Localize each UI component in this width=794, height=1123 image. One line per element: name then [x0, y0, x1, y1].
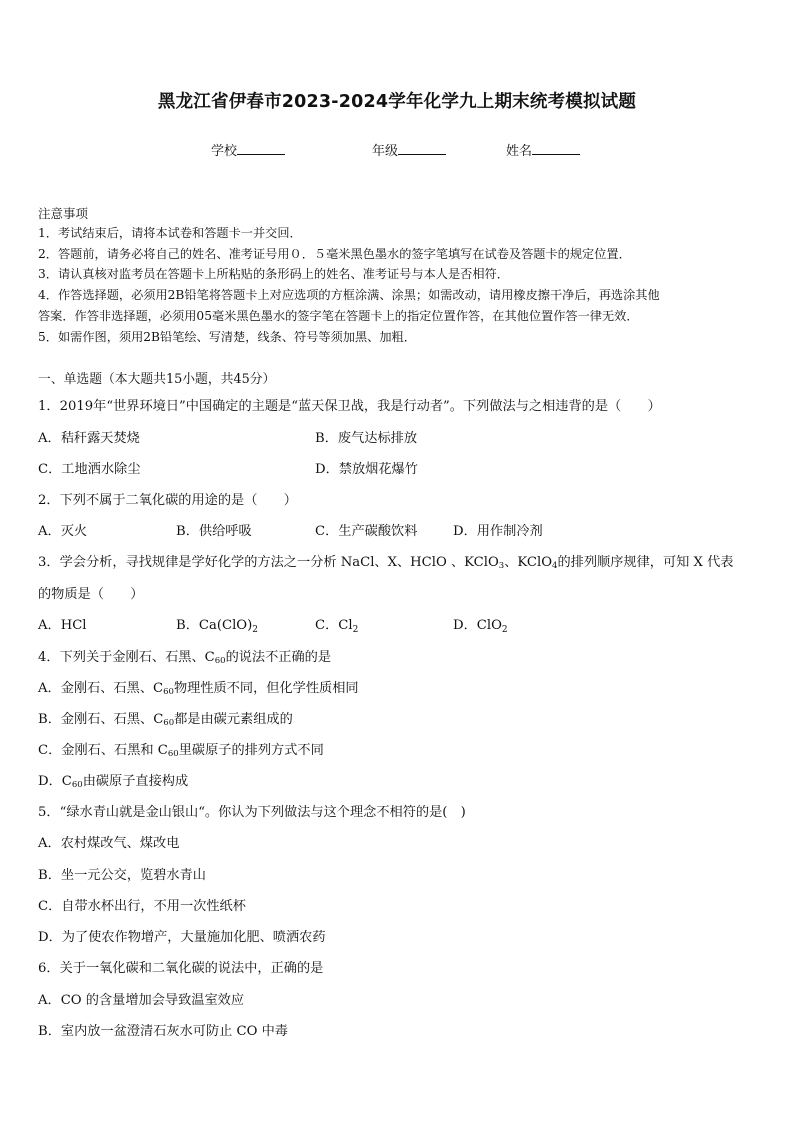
page-title: 黑龙江省伊春市2023-2024学年化学九上期末统考模拟试题	[157, 92, 637, 112]
q1-option-b: B．废气达标排放	[315, 431, 418, 446]
name-field	[506, 140, 580, 159]
section-heading: 一、单选题（本大题共15小题，共45分）	[38, 372, 276, 387]
note-item: 5．如需作图，须用2B铅笔绘、写清楚，线条、符号等须加黑、加粗．	[38, 330, 416, 344]
note-item: 3．请认真核对监考员在答题卡上所粘贴的条形码上的姓名、准考证号与本人是否相符．	[38, 267, 509, 281]
q3-stem-continued: 的物质是（ ）	[38, 587, 144, 602]
q2-stem: 2．下列不属于二氧化碳的用途的是（ ）	[38, 493, 297, 508]
q3-option-d: D．ClO$_2$	[453, 618, 508, 635]
school-label: 学校	[211, 144, 238, 159]
q4-option-d: D．C60由碳原子直接构成	[38, 774, 189, 790]
q4-option-b: B．金刚石、石黑、C60都是由碳元素组成的	[38, 712, 293, 728]
q4-option-c: C．金刚石、石黑和 C60里碳原子的排列方式不同	[38, 743, 324, 759]
q6-option-a: A．CO 的含量增加会导致温室效应	[38, 993, 245, 1008]
grade-label: 年级	[372, 144, 399, 159]
q2-option-a: A．灭火	[38, 524, 88, 539]
note-item: 答案．作答非选择题，必须用05毫米黑色墨水的签字笔在答题卡上的指定位置作答，在其他位置作答一律无效．	[38, 309, 639, 323]
grade-field	[372, 140, 446, 159]
q2-option-b: B．供给呼吸	[176, 524, 252, 539]
note-item: 1．考试结束后，请将本试卷和答题卡一并交回．	[38, 226, 302, 240]
q5-option-d: D．为了使农作物增产，大量施加化肥、喷洒农药	[38, 930, 326, 945]
school-blank	[237, 142, 285, 155]
q2-option-c: C．生产碳酸饮料	[315, 524, 418, 539]
q1-stem: 1．2019年“世界环境日”中国确定的主题是“蓝天保卫战，我是行动者”。下列做法与之相违背的是（ ）	[38, 399, 661, 414]
q5-stem: 5．“绿水青山就是金山银山“。你认为下列做法与这个理念不相符的是( )	[38, 805, 466, 820]
q4-stem: 4．下列关于金刚石、石黑、C60的说法不正确的是	[38, 650, 332, 666]
q2-option-d: D．用作制冷剂	[453, 524, 543, 539]
school-field	[211, 140, 285, 159]
notes-heading: 注意事项	[38, 206, 89, 221]
name-label: 姓名	[506, 144, 533, 159]
q3-option-a: A．HCl	[38, 618, 87, 633]
note-item: 4．作答选择题，必须用2B铅笔将答题卡上对应选项的方框涂满、涂黑；如需改动，请用橡皮擦干净后，再选涂其他	[38, 288, 660, 302]
q3-stem: 3．学会分析，寻找规律是学好化学的方法之一分析 NaCl、X、HClO 、KClO3、KClO4的排列顺序规律，可知 X 代表	[38, 555, 734, 571]
q4-option-a: A．金刚石、石黑、C60物理性质不同，但化学性质相同	[38, 681, 359, 697]
q1-option-d: D．禁放烟花爆竹	[315, 462, 418, 477]
q6-stem: 6．关于一氧化碳和二氧化碳的说法中，正确的是	[38, 961, 324, 976]
note-item: 2．答题前，请务必将自己的姓名、准考证号用０．５毫米黑色墨水的签字笔填写在试卷及答题卡的规定位置．	[38, 247, 631, 261]
q3-option-c: C．$Cl_2$	[315, 618, 359, 635]
q5-option-c: C．自带水杯出行，不用一次性纸杯	[38, 899, 246, 914]
q5-option-a: A．农村煤改气、煤改电	[38, 836, 180, 851]
q1-option-a: A．秸秆露天焚烧	[38, 431, 140, 446]
q3-option-b: B．$Ca(ClO)_2$	[176, 618, 258, 635]
grade-blank	[398, 142, 446, 155]
name-blank	[532, 142, 580, 155]
q1-option-c: C．工地洒水除尘	[38, 462, 141, 477]
q5-option-b: B．坐一元公交，览碧水青山	[38, 868, 206, 883]
q6-option-b: B．室内放一盆澄清石灰水可防止 CO 中毒	[38, 1024, 288, 1039]
